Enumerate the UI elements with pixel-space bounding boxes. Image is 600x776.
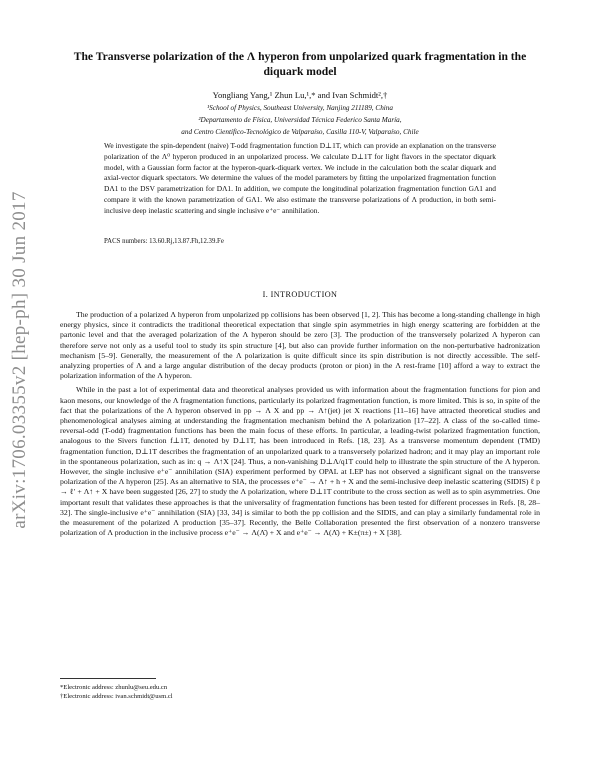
footnotes (60, 683, 173, 701)
arxiv-identifier: arXiv:1706.03355v2 [hep-ph] 30 Jun 2017 (9, 191, 30, 529)
paragraph: The production of a polarized Λ hyperon from unpolarized pp collisions has been observed [1, 2]. This has become a long-standing challenge in high energy physics, since it contradicts the traditional theoretical expectation that single spin asymmetries in high energy scattering are forbidden at the partonic level and that the averaged polarization of the Λ hyperon should be zero [3]. The production of the transversely polarized Λ hyperon can therefore serve not only as a useful tool to study its spin structure [4], but also can provide further information on the non-perturbative hadronization mechanism [5–9]. Generally, the measurement of the Λ polarization is quite difficult since its spin distribution is not directly accessible. The self-analyzing properties of Λ and a large angular distribution of the decay products (proton or pion) in the Λ rest-frame [10] afford a way to extract the polarization information of the Λ hyperon. (60, 310, 540, 381)
paragraph: While in the past a lot of experimental data and theoretical analyses provided us with information about the fragmentation functions for pion and kaon mesons, our knowledge of the Λ fragmentation functions, particularly its polarized fragmentation function, is more limited. This is so, in spite of the fact that the polarizations of the Λ hyperon observed in pp → Λ X and pp → Λ↑(jet) jet X reactions [11–16] have attracted theoretical studies and phenomenological analyses aiming at understanding the fragmentation mechanism behind the Λ polarization [17–22]. A class of the so-called time-reversal-odd (T-odd) fragmentation functions has been the main focus of these efforts. In particular, a leading-twist polarized fragmentation function, analogous to the Sivers function f⊥1T, denoted by D⊥1T, has been introduced in Refs. [18, 23]. As a transverse momentum dependent (TMD) fragmentation function, D⊥1T describes the fragmentation of an unpolarized quark to a transversely polarized hadron; and it may play an important role in the spontaneous polarization, such as in: q → Λ↑X [24]. Thus, a non-vanishing D⊥Λ/q1T could help to illustrate the spin structure of the Λ hyperon. However, the single inclusive e⁺e⁻ annihilation (SIA) experiment performed by OPAL at LEP has not observed a significant signal on the transverse polarization of the Λ hyperon [25]. As an alternative to SIA, the processes e⁺e⁻ → Λ↑ + h + X and the semi-inclusive deep inelastic scattering (SIDIS) ℓ p → ℓ′ + Λ↑ + X have been suggested [26, 27] to study the Λ polarization, where D⊥1T contribute to the cross section as well as to spin asymmetries. One important result that validates these approaches is that the universality of fragmentation functions has been tested for different processes in Refs. [8, 28–32]. The single-inclusive e⁺e⁻ annihilation (SIA) [33, 34] is similar to both the pp collision and the SIDIS, and can play a similarly fundamental role in the measurement of the polarized Λ production [35–37]. Recently, the Belle Collaboration presented the first observation of a nonzero transverse polarization of Λ production in the inclusive process e⁺e⁻ → Λ(Λ̄) + X and e⁺e⁻ → Λ(Λ̄) + K±(π±) + X [38]. (60, 385, 540, 538)
footnote: *Electronic address: zhunlu@seu.edu.cn (60, 684, 168, 691)
section-heading: I. INTRODUCTION (262, 290, 338, 299)
arxiv-stamp (0, 100, 40, 620)
abstract: We investigate the spin-dependent (naive) T-odd fragmentation function D⊥1T, which can provide an explanation on the transverse polarization of the Λ⁰ hyperon produced in an unpolarized process. We calculate D⊥1T for light flavors in the spectator diquark model, with a Gaussian form factor at the hyperon-quark-diquark vertex. We include in the calculation both the scalar diquark and axial-vector diquark spectators. We determine the values of the model parameters by fitting the unpolarized fragmentation function DΛ1 to the DSV parametrization for DΛ1. In addition, we compute the longitudinal polarization fragmentation function GΛ1 and compare it with the known parametrization of GΛ1. We also estimate the transverse polarizations of Λ production, in both semi-inclusive deep inelastic scattering and single inclusive e⁺e⁻ annihilation. (104, 141, 496, 215)
body-text (60, 310, 540, 538)
footnote: †Electronic address: ivan.schmidt@usm.cl (60, 693, 173, 700)
author-list: Yongliang Yang,¹ Zhun Lu,¹,* and Ivan Schmidt²,† (212, 90, 388, 100)
affiliation-line: ²Departamento de Física, Universidad Técnica Federico Santa María, (198, 116, 402, 124)
affiliations (60, 102, 540, 138)
footnote-rule (60, 678, 156, 679)
paper-title: The Transverse polarization of the Λ hyperon from unpolarized quark fragmentation in the diquark model (73, 50, 527, 78)
affiliation-line: and Centro Científico-Tecnológico de Valparaíso, Casilla 110-V, Valparaíso, Chile (181, 128, 419, 136)
affiliation-line: ¹School of Physics, Southeast University, Nanjing 211189, China (207, 104, 393, 112)
pacs-numbers: PACS numbers: 13.60.Rj,13.87.Fh,12.39.Fe (104, 238, 224, 245)
